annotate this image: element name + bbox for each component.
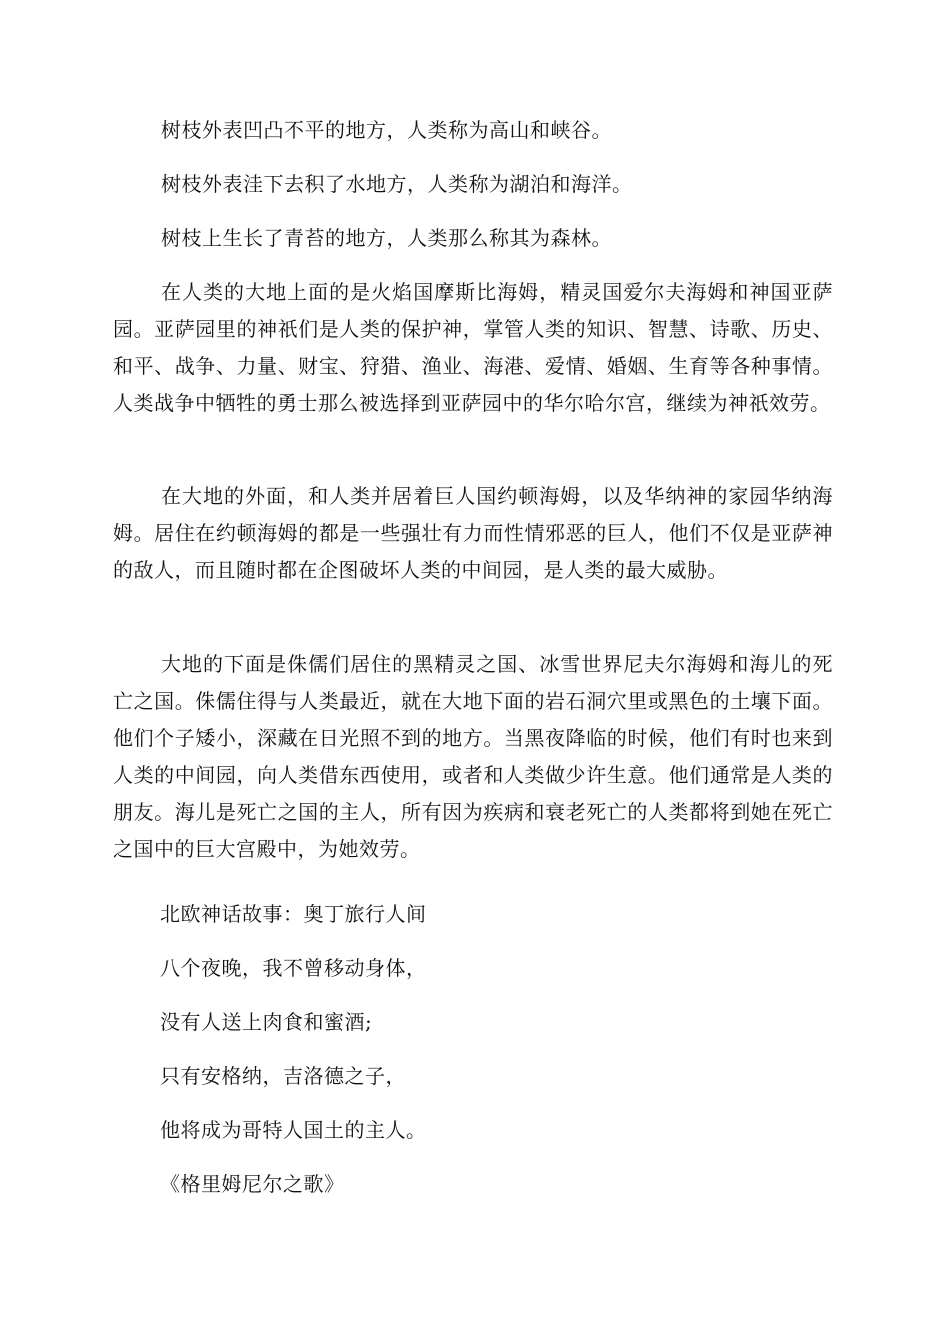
verse-line-2: 没有人送上肉食和蜜酒; [160,1010,373,1034]
paragraph-giants: 在大地的外面，和人类并居着巨人国约顿海姆，以及华纳神的家园华纳海姆。居住在约顿海姆的都是一些强壮有力而性情邪恶的巨人，他们不仅是亚萨神的敌人，而且随时都在企图破坏人类的中间园，是人类的最大威胁。 [113,484,833,582]
verse-line-1: 八个夜晚，我不曾移动身体， [160,956,427,980]
verse-line-3: 只有安格纳，吉洛德之子， [160,1064,406,1088]
verse-line-4: 他将成为哥特人国土的主人。 [160,1118,427,1142]
paragraph-underworld: 大地的下面是侏儒们居住的黑精灵之国、冰雪世界尼夫尔海姆和海儿的死亡之国。侏儒住得与人类最近，就在大地下面的岩石洞穴里或黑色的土壤下面。他们个子矮小，深藏在日光照不到的地方。当黑夜降临的时候，他们有时也来到人类的中间园，向人类借东西使用，或者和人类做少许生意。他们通常是人类的朋友。海儿是死亡之国的主人，所有因为疾病和衰老死亡的人类都将到她在死亡之国中的巨大宫殿中，为她效劳。 [113,652,833,861]
paragraph-upper-realms: 在人类的大地上面的是火焰国摩斯比海姆，精灵国爱尔夫海姆和神国亚萨园。亚萨园里的神祇们是人类的保护神，掌管人类的知识、智慧、诗歌、历史、和平、战争、力量、财宝、狩猎、渔业、海港、爱情、婚姻、生育等各种事情。人类战争中牺牲的勇士那么被选择到亚萨园中的华尔哈尔宫，继续为神祇效劳。 [113,280,833,415]
section-title: 北欧神话故事：奥丁旅行人间 [160,902,427,926]
paragraph-forests: 树枝上生长了青苔的地方，人类那么称其为森林。 [161,226,612,250]
verse-source: 《格里姆尼尔之歌》 [160,1172,345,1196]
paragraph-lakes: 树枝外表洼下去积了水地方，人类称为湖泊和海洋。 [161,172,633,196]
paragraph-mountains: 树枝外表凹凸不平的地方，人类称为高山和峡谷。 [161,118,612,142]
